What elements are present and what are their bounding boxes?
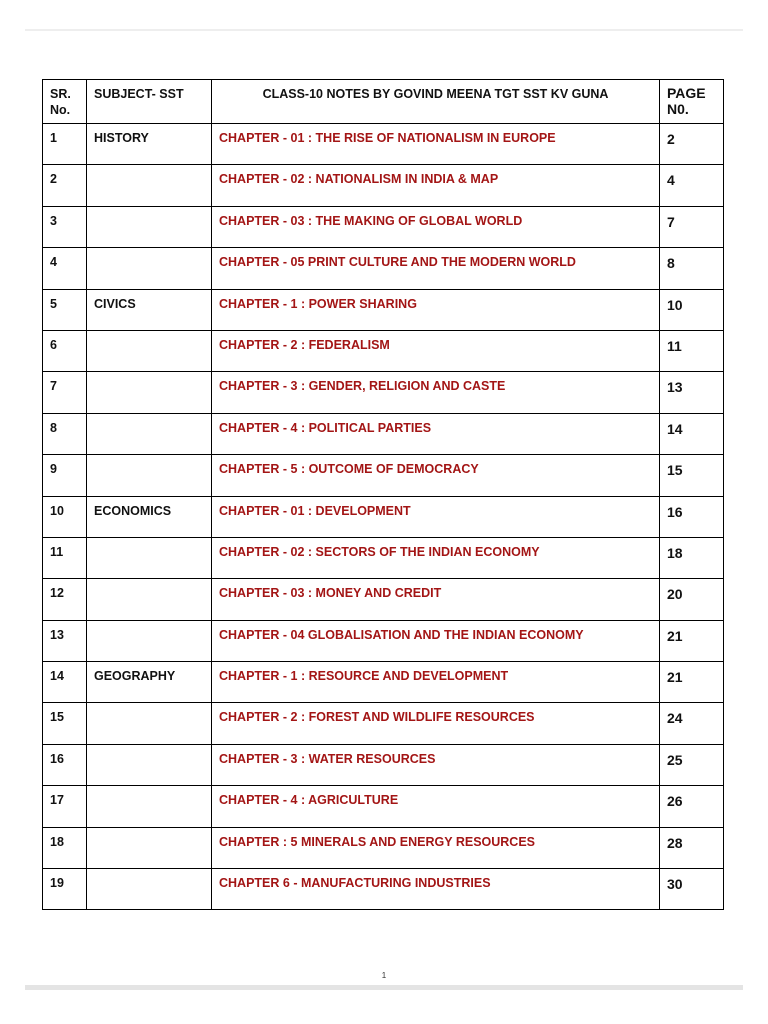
table-body xyxy=(43,124,724,910)
table-header-row xyxy=(43,80,724,124)
chapter-title-cell: CHAPTER : 5 MINERALS AND ENERGY RESOURCES xyxy=(212,827,660,868)
chapter-title-cell: CHAPTER - 01 : DEVELOPMENT xyxy=(212,496,660,537)
sr-no-cell: 19 xyxy=(43,869,87,910)
page-no-header: PAGE N0. xyxy=(660,80,724,124)
table-row xyxy=(43,372,724,413)
chapter-title-cell: CHAPTER - 05 PRINT CULTURE AND THE MODERN WORLD xyxy=(212,248,660,289)
subject-cell xyxy=(87,537,212,578)
sr-no-cell: 4 xyxy=(43,248,87,289)
page-number-cell: 11 xyxy=(660,330,724,371)
top-divider xyxy=(25,29,743,31)
subject-cell: HISTORY xyxy=(87,124,212,165)
page-number-cell: 7 xyxy=(660,206,724,247)
sr-no-cell: 17 xyxy=(43,786,87,827)
chapter-title-cell: CHAPTER - 2 : FEDERALISM xyxy=(212,330,660,371)
page-number-cell: 2 xyxy=(660,124,724,165)
subject-cell: ECONOMICS xyxy=(87,496,212,537)
chapter-title-cell: CHAPTER - 02 : NATIONALISM IN INDIA & MAP xyxy=(212,165,660,206)
table-row xyxy=(43,579,724,620)
table-row xyxy=(43,330,724,371)
subject-cell xyxy=(87,206,212,247)
table-row xyxy=(43,537,724,578)
table-row xyxy=(43,620,724,661)
page-number-cell: 21 xyxy=(660,620,724,661)
sr-no-cell: 8 xyxy=(43,413,87,454)
sr-no-cell: 10 xyxy=(43,496,87,537)
document-title: CLASS-10 NOTES BY GOVIND MEENA TGT SST KV GUNA xyxy=(212,80,660,124)
subject-header: SUBJECT- SST xyxy=(87,80,212,124)
sr-no-cell: 6 xyxy=(43,330,87,371)
page-number: 1 xyxy=(381,971,387,980)
page-number-cell: 8 xyxy=(660,248,724,289)
page-number-cell: 30 xyxy=(660,869,724,910)
sr-no-header: SR. No. xyxy=(43,80,87,124)
page-number-cell: 14 xyxy=(660,413,724,454)
subject-cell xyxy=(87,165,212,206)
table-row xyxy=(43,786,724,827)
subject-cell xyxy=(87,579,212,620)
page-number-cell: 25 xyxy=(660,744,724,785)
page-number-cell: 16 xyxy=(660,496,724,537)
subject-cell: CIVICS xyxy=(87,289,212,330)
subject-cell xyxy=(87,786,212,827)
table-row xyxy=(43,662,724,703)
table-row xyxy=(43,124,724,165)
sr-no-cell: 5 xyxy=(43,289,87,330)
sr-no-cell: 11 xyxy=(43,537,87,578)
table-row xyxy=(43,289,724,330)
chapter-title-cell: CHAPTER - 4 : POLITICAL PARTIES xyxy=(212,413,660,454)
sr-no-cell: 1 xyxy=(43,124,87,165)
chapter-title-cell: CHAPTER - 4 : AGRICULTURE xyxy=(212,786,660,827)
page-number-cell: 28 xyxy=(660,827,724,868)
contents-table xyxy=(42,79,724,910)
subject-cell xyxy=(87,248,212,289)
subject-cell xyxy=(87,827,212,868)
table-row xyxy=(43,248,724,289)
subject-cell xyxy=(87,703,212,744)
table-row xyxy=(43,413,724,454)
sr-no-cell: 16 xyxy=(43,744,87,785)
chapter-title-cell: CHAPTER - 3 : WATER RESOURCES xyxy=(212,744,660,785)
page-number-cell: 10 xyxy=(660,289,724,330)
chapter-title-cell: CHAPTER - 1 : POWER SHARING xyxy=(212,289,660,330)
sr-no-cell: 9 xyxy=(43,455,87,496)
sr-no-cell: 2 xyxy=(43,165,87,206)
sr-no-cell: 14 xyxy=(43,662,87,703)
page-number-cell: 18 xyxy=(660,537,724,578)
subject-cell xyxy=(87,455,212,496)
chapter-title-cell: CHAPTER - 01 : THE RISE OF NATIONALISM IN EUROPE xyxy=(212,124,660,165)
chapter-title-cell: CHAPTER - 03 : MONEY AND CREDIT xyxy=(212,579,660,620)
chapter-title-cell: CHAPTER - 2 : FOREST AND WILDLIFE RESOURCES xyxy=(212,703,660,744)
page-number-cell: 13 xyxy=(660,372,724,413)
page-number-cell: 20 xyxy=(660,579,724,620)
page-number-cell: 26 xyxy=(660,786,724,827)
chapter-title-cell: CHAPTER - 1 : RESOURCE AND DEVELOPMENT xyxy=(212,662,660,703)
chapter-title-cell: CHAPTER 6 - MANUFACTURING INDUSTRIES xyxy=(212,869,660,910)
chapter-title-cell: CHAPTER - 02 : SECTORS OF THE INDIAN ECONOMY xyxy=(212,537,660,578)
table-row xyxy=(43,206,724,247)
table-row xyxy=(43,165,724,206)
subject-cell xyxy=(87,413,212,454)
sr-no-cell: 7 xyxy=(43,372,87,413)
subject-cell xyxy=(87,330,212,371)
subject-cell xyxy=(87,372,212,413)
subject-cell xyxy=(87,869,212,910)
bottom-divider xyxy=(25,985,743,990)
table-row xyxy=(43,744,724,785)
chapter-title-cell: CHAPTER - 5 : OUTCOME OF DEMOCRACY xyxy=(212,455,660,496)
chapter-title-cell: CHAPTER - 3 : GENDER, RELIGION AND CASTE xyxy=(212,372,660,413)
sr-no-cell: 18 xyxy=(43,827,87,868)
table-row xyxy=(43,496,724,537)
sr-no-cell: 12 xyxy=(43,579,87,620)
page-number-cell: 4 xyxy=(660,165,724,206)
table-row xyxy=(43,455,724,496)
sr-no-cell: 3 xyxy=(43,206,87,247)
sr-no-cell: 13 xyxy=(43,620,87,661)
page-number-cell: 21 xyxy=(660,662,724,703)
sr-no-cell: 15 xyxy=(43,703,87,744)
subject-cell xyxy=(87,620,212,661)
table-row xyxy=(43,703,724,744)
page-number-cell: 24 xyxy=(660,703,724,744)
subject-cell: GEOGRAPHY xyxy=(87,662,212,703)
table-row xyxy=(43,827,724,868)
subject-cell xyxy=(87,744,212,785)
table-row xyxy=(43,869,724,910)
chapter-title-cell: CHAPTER - 04 GLOBALISATION AND THE INDIAN ECONOMY xyxy=(212,620,660,661)
page-number-cell: 15 xyxy=(660,455,724,496)
chapter-title-cell: CHAPTER - 03 : THE MAKING OF GLOBAL WORLD xyxy=(212,206,660,247)
